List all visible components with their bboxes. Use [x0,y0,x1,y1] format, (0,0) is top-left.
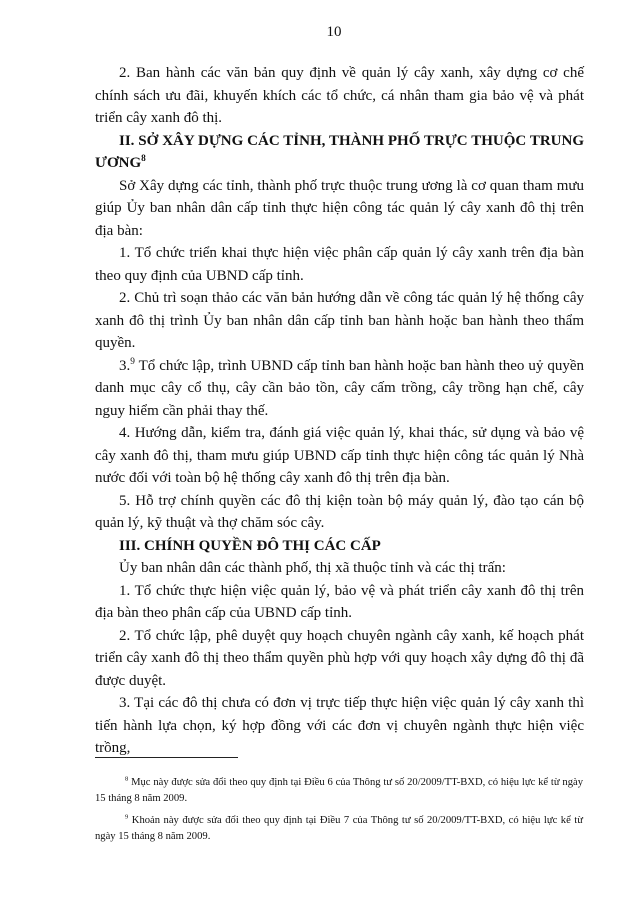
list-item: 2. Ban hành các văn bản quy định về quản lý cây xanh, xây dựng cơ chế chính sách ưu đãi, khuyến khích các tổ chức, cá nhân tham gia bảo vệ và phát triển cây xanh đô thị. [95,65,584,126]
list-item: 1. Tổ chức triển khai thực hiện việc phân cấp quản lý cây xanh trên địa bàn theo quy định của UBND cấp tỉnh. [95,245,584,284]
footnote [95,775,583,807]
footnote-marker: 9 [125,813,129,821]
footnote-text: Mục này được sửa đổi theo quy định tại Điều 6 của Thông tư số 20/2009/TT-BXD, có hiệu lực kể từ ngày 15 tháng 8 năm 2009. [95,777,583,804]
section-lead-paragraph: Sở Xây dựng các tỉnh, thành phố trực thuộc trung ương là cơ quan tham mưu giúp Ủy ban nhân dân cấp tỉnh thực hiện công tác quản lý cây xanh đô thị trên địa bàn: [95,177,584,239]
list-item: 4. Hướng dẫn, kiểm tra, đánh giá việc quản lý, khai thác, sử dụng và bảo vệ cây xanh đô thị, tham mưu giúp UBND cấp tỉnh thực hiện công tác quản lý Nhà nước đối với toàn bộ hệ thống cây xanh đô thị trên địa bàn. [95,425,584,486]
footnote-ref: 9 [130,356,135,367]
document-body [95,62,584,760]
section-heading-iii: III. CHÍNH QUYỀN ĐÔ THỊ CÁC CẤP [119,537,381,554]
footnotes [95,775,583,851]
section-lead-paragraph: Ủy ban nhân dân các thành phố, thị xã thuộc tỉnh và các thị trấn: [119,560,506,576]
page-number: 10 [326,24,342,40]
list-item: 5. Hỗ trợ chính quyền các đô thị kiện toàn bộ máy quản lý, đào tạo cán bộ quản lý, kỹ thuật và thợ chăm sóc cây. [95,492,584,531]
footnote-ref: 8 [141,154,146,164]
list-item: 2. Tổ chức lập, phê duyệt quy hoạch chuyên ngành cây xanh, kế hoạch phát triển cây xanh đô thị theo thẩm quyền phù hợp với quy hoạch xây dựng đô thị đã được duyệt. [95,627,584,689]
footnote-separator [95,757,238,758]
list-item-text: Tổ chức lập, trình UBND cấp tỉnh ban hành hoặc ban hành theo uỷ quyền danh mục cây cổ thụ, cây cần bảo tồn, cây cấm trồng, cây trồng hạn chế, cây nguy hiểm cần phải thay thế. [95,357,584,419]
list-item: 3. Tại các đô thị chưa có đơn vị trực tiếp thực hiện việc quản lý cây xanh thì tiến hành lựa chọn, ký hợp đồng với các đơn vị chuyên ngành thực hiện việc trồng, [95,695,584,756]
footnote [95,813,583,845]
section-heading-text: II. SỞ XÂY DỰNG CÁC TỈNH, THÀNH PHỐ TRỰC THUỘC TRUNG ƯƠNG [95,132,584,171]
footnote-marker: 8 [125,775,129,783]
list-item-number: 3. [119,357,131,374]
list-item: 1. Tổ chức thực hiện việc quản lý, bảo vệ và phát triển cây xanh đô thị trên địa bàn theo phân cấp của UBND cấp tỉnh. [95,582,584,621]
list-item [95,355,584,423]
section-heading-ii [95,130,584,175]
list-item: 2. Chủ trì soạn thảo các văn bản hướng dẫn về công tác quản lý hệ thống cây xanh đô thị trình Ủy ban nhân dân cấp tỉnh ban hành hoặc ban hành theo thẩm quyền. [95,290,584,351]
footnote-text: Khoản này được sửa đổi theo quy định tại Điều 7 của Thông tư số 20/2009/TT-BXD, có hiệu lực kể từ ngày 15 tháng 8 năm 2009. [95,815,583,842]
